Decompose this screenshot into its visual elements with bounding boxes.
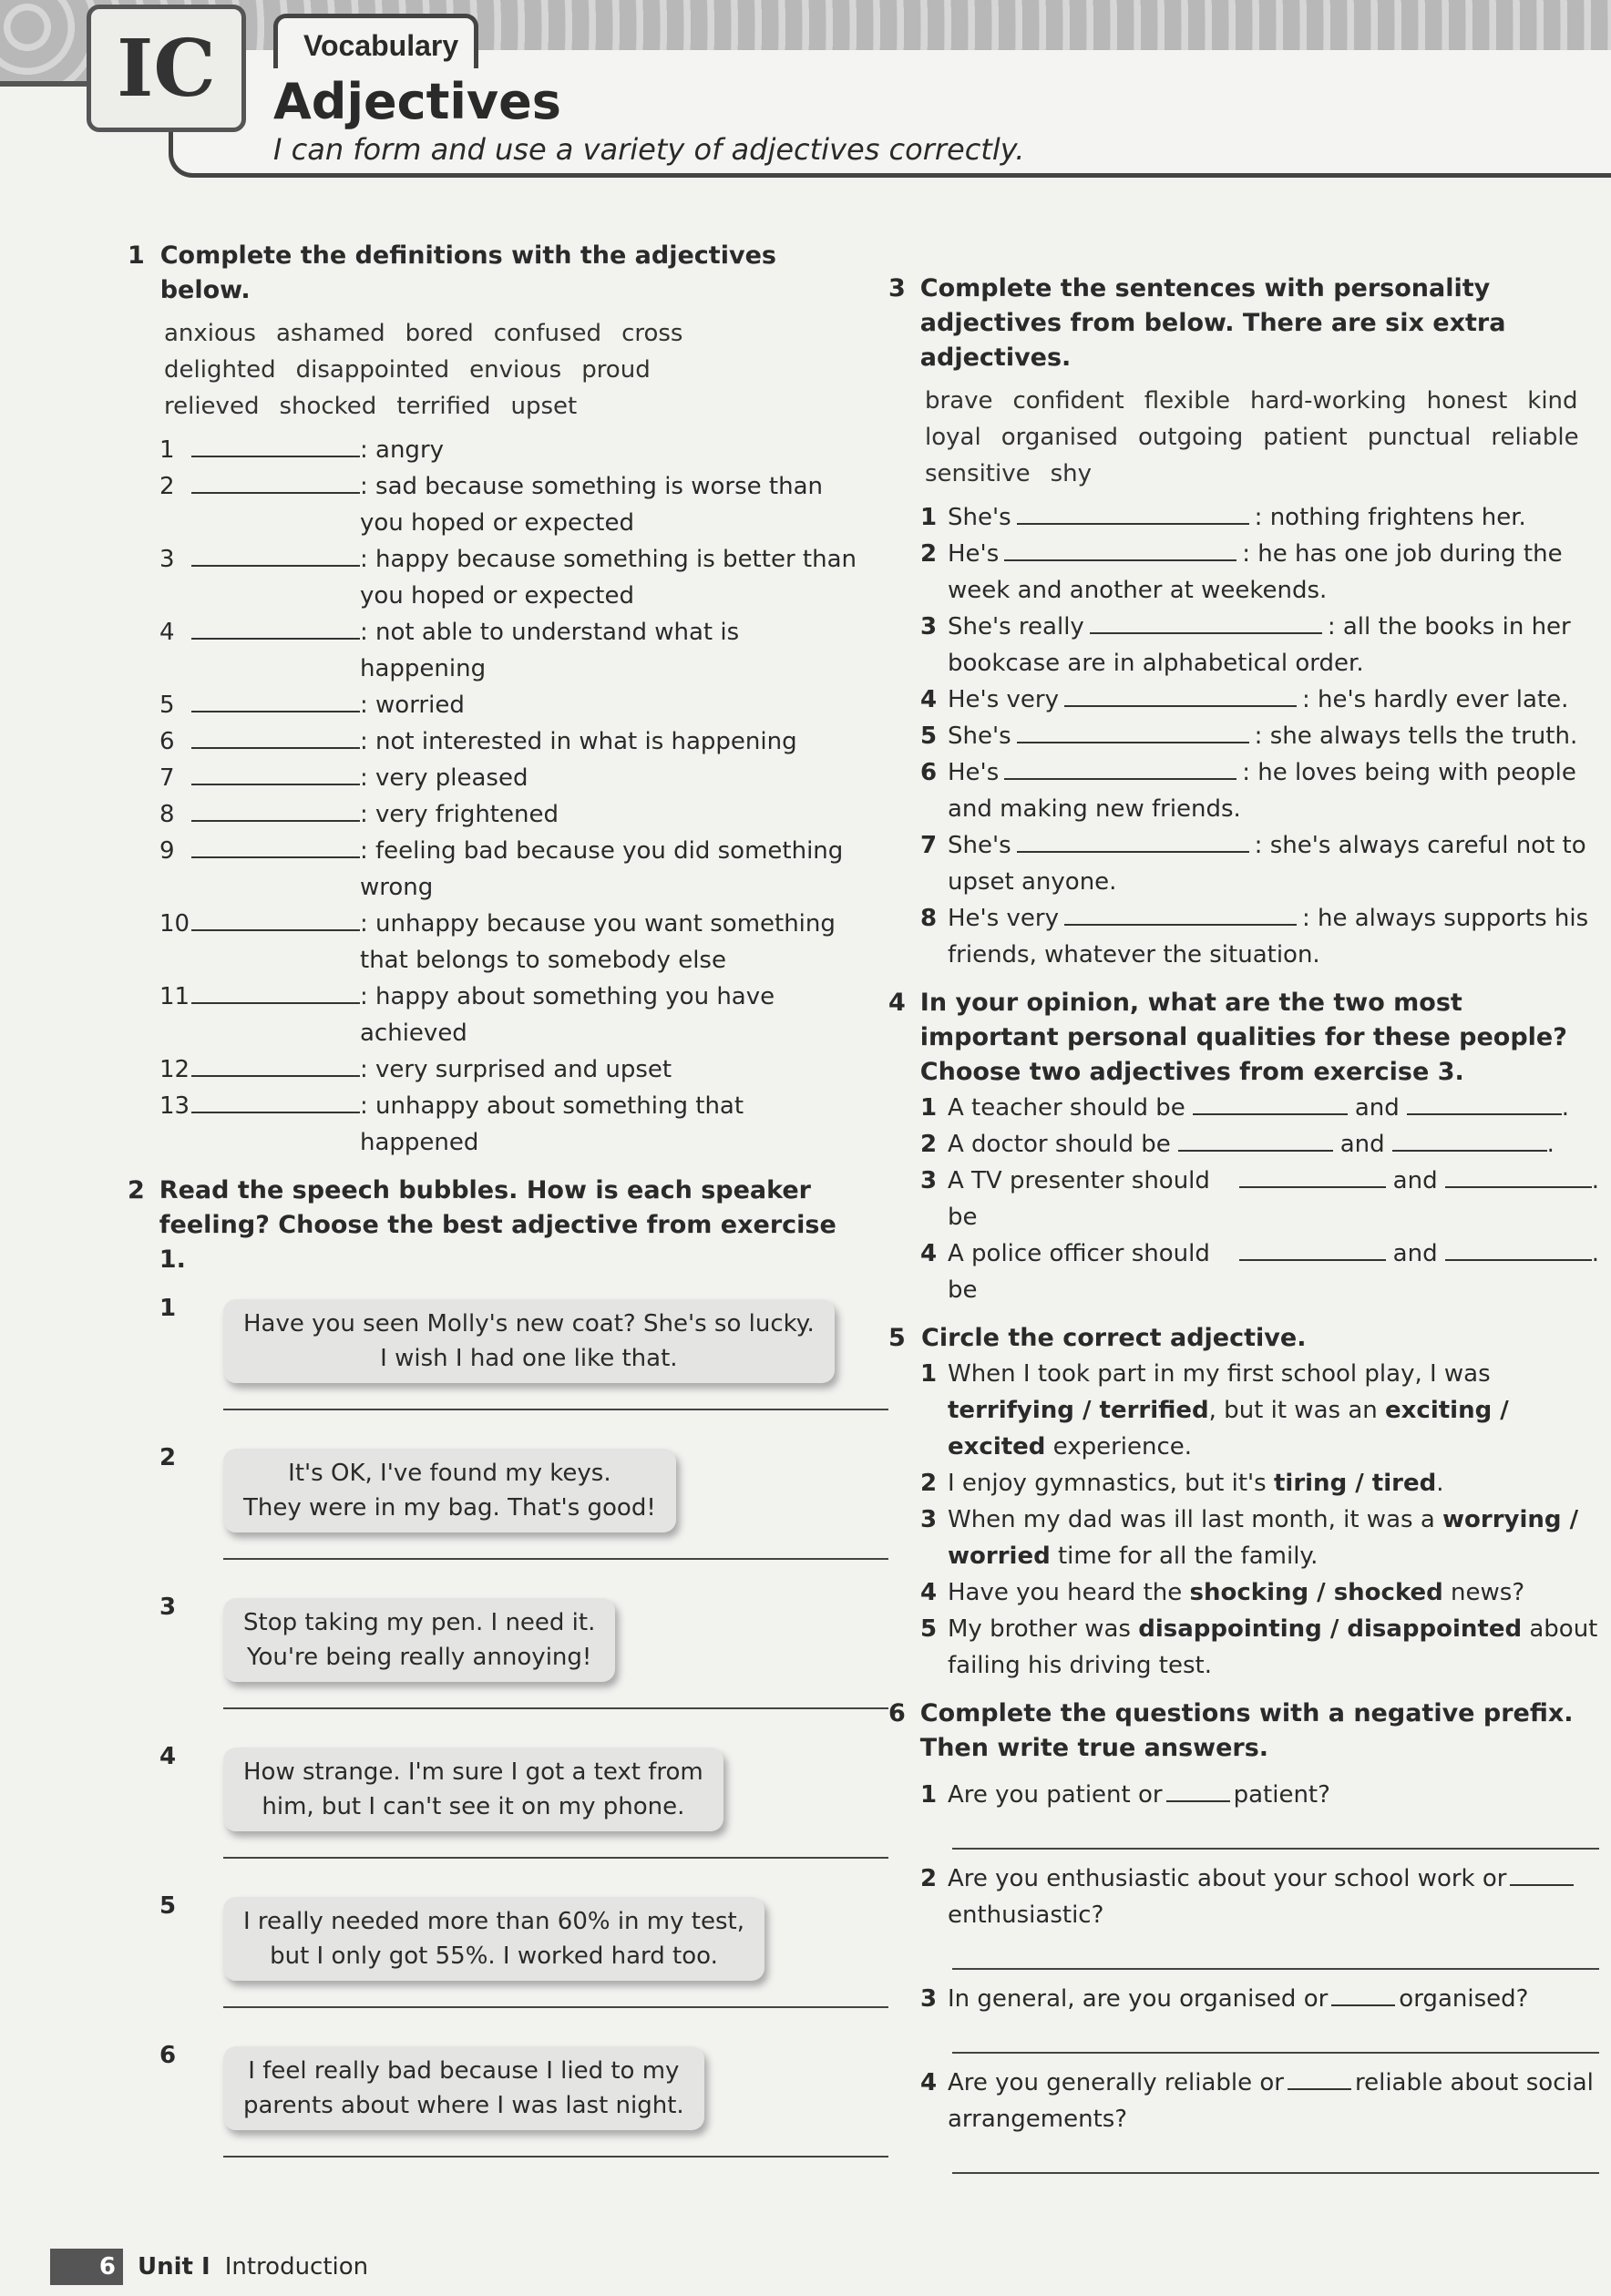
sentence-end: : she always tells the truth. xyxy=(1254,723,1578,750)
definition-row xyxy=(128,723,866,760)
sentence-start: He's very xyxy=(948,686,1059,713)
item-number: 7 xyxy=(920,832,938,859)
exercise-4-heading xyxy=(888,986,1599,1090)
question-start: Are you generally reliable or xyxy=(948,2069,1284,2096)
qualities-row: 2 A doctor should be and . xyxy=(920,1126,1599,1163)
sentence-text: experience. xyxy=(1045,1433,1193,1461)
item-number: 12 xyxy=(159,1056,190,1083)
prefix-blank[interactable] xyxy=(1166,1777,1230,1802)
answer-blank[interactable] xyxy=(191,432,360,457)
sentence xyxy=(948,609,1599,682)
circle-list xyxy=(888,1356,1599,1684)
item-number: 1 xyxy=(159,1295,177,1322)
sentence-row xyxy=(920,718,1599,754)
item-number: 2 xyxy=(920,1131,938,1158)
sentence-start: She's xyxy=(948,832,1011,859)
item-number: 4 xyxy=(920,686,938,713)
sentence-text: . xyxy=(1436,1470,1444,1497)
definition-text: : very pleased xyxy=(360,764,528,792)
sentence-start: He's xyxy=(948,540,1000,568)
definition-row xyxy=(128,979,866,1051)
answer-blank[interactable] xyxy=(1064,900,1297,926)
word-box-item: bored xyxy=(405,320,474,347)
answer-line[interactable] xyxy=(952,2017,1599,2054)
instruction: Complete the questions with a negative prefix. Then write true answers. xyxy=(919,1699,1574,1762)
exercise-2-heading xyxy=(128,1174,866,1277)
definition-text: : unhappy because you want something that belongs to somebody else xyxy=(360,910,836,974)
sentence-row xyxy=(920,900,1599,973)
definition-text: : sad because something is worse than you hoped or expected xyxy=(360,473,823,537)
word-box-item: honest xyxy=(1426,387,1508,415)
adjective-choice[interactable]: shocking / shocked xyxy=(1189,1579,1443,1606)
question-end: reliable about social arrangements? xyxy=(948,2069,1594,2133)
circle-row xyxy=(920,1611,1599,1684)
sentence-row xyxy=(920,827,1599,900)
sentence-list xyxy=(888,499,1599,973)
definition-text: : not able to understand what is happening xyxy=(360,619,740,682)
answer-blank[interactable] xyxy=(1004,754,1236,780)
sentence-text: I enjoy gymnastics, but it's xyxy=(948,1470,1274,1497)
circle-row xyxy=(920,1465,1599,1502)
word-box-item: anxious xyxy=(164,320,256,347)
item-number: 4 xyxy=(920,1579,938,1606)
word-box-item: punctual xyxy=(1367,424,1472,451)
bubble-line: but I only got 55%. I worked hard too. xyxy=(270,1942,718,1970)
answer-blank[interactable] xyxy=(191,723,360,749)
question-end: organised? xyxy=(1399,1985,1529,2013)
answer-blank[interactable] xyxy=(191,979,360,1004)
qualities-row: 1 A teacher should be and . xyxy=(920,1090,1599,1126)
answer-blank[interactable] xyxy=(1017,827,1249,853)
bubble-line: Have you seen Molly's new coat? She's so lucky. xyxy=(243,1310,815,1338)
answer-blank[interactable] xyxy=(1004,536,1236,561)
adjective-choice[interactable]: tiring / tired xyxy=(1273,1470,1437,1497)
sentence-end: : she's always careful not to upset anyone. xyxy=(948,832,1586,896)
sentence-start: He's very xyxy=(948,905,1059,932)
definition-row xyxy=(128,1088,866,1161)
item-number: 8 xyxy=(920,905,938,932)
answer-blank[interactable] xyxy=(1239,1235,1386,1261)
footer-unit: Unit I xyxy=(138,2253,210,2281)
word-box xyxy=(925,383,1599,492)
item-number: 9 xyxy=(159,837,175,865)
item-number: 4 xyxy=(159,1743,177,1770)
item-number: 8 xyxy=(159,801,175,828)
definition-row xyxy=(128,687,866,723)
answer-line[interactable] xyxy=(952,1813,1599,1850)
sentence xyxy=(948,900,1599,973)
qualities-list xyxy=(888,1090,1599,1308)
word-box-item: brave xyxy=(925,387,993,415)
bubble-line: him, but I can't see it on my phone. xyxy=(262,1793,685,1820)
sentence-end: : he always supports his friends, whatever the situation. xyxy=(948,905,1589,969)
answer-blank[interactable] xyxy=(1017,718,1249,743)
item-number: 6 xyxy=(159,728,175,755)
answer-blank[interactable] xyxy=(1445,1235,1592,1261)
definition-text: : worried xyxy=(360,692,465,719)
answer-line[interactable] xyxy=(223,2156,888,2158)
bubble-line: You're being really annoying! xyxy=(247,1644,592,1671)
speech-bubble xyxy=(223,1449,676,1532)
item-number: 1 xyxy=(159,436,175,464)
item-number: 3 xyxy=(920,1985,938,2013)
prefix-row xyxy=(920,1860,1599,1933)
item-number: 6 xyxy=(920,759,938,786)
item-number: 6 xyxy=(159,2042,177,2069)
answer-blank[interactable] xyxy=(191,687,360,712)
word-box-item: confident xyxy=(1012,387,1124,415)
sentence-end: : nothing frightens her. xyxy=(1254,504,1526,531)
left-column xyxy=(128,239,866,2174)
item-number: 1 xyxy=(920,504,938,531)
speech-bubble-item xyxy=(159,1440,866,1576)
definition-row xyxy=(128,541,866,614)
sentence-row xyxy=(920,536,1599,609)
item-number: 1 xyxy=(920,1360,938,1388)
sentence-text: When my dad was ill last month, it was a xyxy=(948,1506,1443,1533)
adjective-choice[interactable]: worrying / worried xyxy=(948,1506,1579,1570)
exercise-number: 4 xyxy=(888,989,906,1017)
item-number: 2 xyxy=(159,473,175,500)
answer-blank[interactable] xyxy=(1193,1090,1348,1115)
speech-bubble xyxy=(223,1598,615,1682)
answer-blank[interactable] xyxy=(1064,682,1297,707)
definition-text: : happy because something is better than you hoped or expected xyxy=(360,546,857,610)
circle-row xyxy=(920,1356,1599,1465)
speech-bubble xyxy=(223,1299,835,1383)
word-box-item: confused xyxy=(493,320,602,347)
answer-blank[interactable] xyxy=(1090,609,1322,634)
definition-row xyxy=(128,760,866,796)
speech-bubble-item xyxy=(159,1738,866,1875)
item-number: 1 xyxy=(920,1094,938,1122)
word-box-item: proud xyxy=(581,356,651,384)
sentence-text: , but it was an xyxy=(1208,1397,1385,1424)
question-start: Are you enthusiastic about your school work or xyxy=(948,1865,1507,1892)
item-number: 5 xyxy=(159,1892,177,1920)
question-start: Are you patient or xyxy=(948,1781,1163,1809)
prefix-blank[interactable] xyxy=(1510,1860,1574,1886)
page-title: Adjectives xyxy=(273,73,561,130)
speech-bubble xyxy=(223,2046,704,2130)
exercise-6-heading xyxy=(888,1696,1599,1766)
question xyxy=(948,1981,1528,2017)
item-number: 4 xyxy=(920,1240,938,1267)
sentence xyxy=(948,754,1599,827)
sentence-text: When I took part in my first school play, I was xyxy=(948,1360,1491,1388)
word-box-item: delighted xyxy=(164,356,276,384)
answer-blank[interactable] xyxy=(191,468,360,494)
answer-blank[interactable] xyxy=(191,906,360,931)
sentence-end: : he loves being with people and making new friends. xyxy=(948,759,1576,823)
sentence-row xyxy=(920,609,1599,682)
speech-bubble-item xyxy=(159,2037,866,2174)
sentence-row xyxy=(920,754,1599,827)
speech-bubble-list xyxy=(128,1290,866,2174)
question-end: patient? xyxy=(1233,1781,1330,1809)
item-number: 13 xyxy=(159,1092,190,1120)
sentence xyxy=(948,1502,1599,1574)
exercise-5-heading xyxy=(888,1321,1599,1356)
item-number: 3 xyxy=(920,1167,938,1194)
speech-bubble-item xyxy=(159,1589,866,1726)
instruction: Complete the definitions with the adjectives below. xyxy=(159,241,776,304)
answer-blank[interactable] xyxy=(191,833,360,858)
sentence-end: : he's hardly ever late. xyxy=(1301,686,1569,713)
sentence: A TV presenter should be xyxy=(948,1167,1210,1231)
answer-blank[interactable] xyxy=(191,541,360,567)
sentence-start: She's really xyxy=(948,613,1084,641)
word-box-item: hard-working xyxy=(1250,387,1407,415)
item-number: 2 xyxy=(920,540,938,568)
speech-bubble-item xyxy=(159,1290,866,1427)
sentence-row xyxy=(920,682,1599,718)
sentence-text: about failing his driving test. xyxy=(948,1615,1598,1679)
definition-row xyxy=(128,432,866,468)
word-box-item: shy xyxy=(1050,460,1093,487)
sentence: A teacher should be xyxy=(948,1094,1185,1122)
page-footer xyxy=(50,2249,368,2285)
item-number: 5 xyxy=(920,723,938,750)
word-box-item: shocked xyxy=(279,393,377,420)
sentence-end: : all the books in her bookcase are in alphabetical order. xyxy=(948,613,1571,677)
instruction: Complete the sentences with personality adjectives from below. There are six extra adjectives. xyxy=(919,274,1506,372)
exercise-number: 1 xyxy=(128,241,145,270)
definition-row xyxy=(128,468,866,541)
word-box-item: cross xyxy=(621,320,683,347)
definition-row xyxy=(128,614,866,687)
item-number: 3 xyxy=(920,613,938,641)
item-number: 7 xyxy=(159,764,175,792)
item-number: 5 xyxy=(159,692,175,719)
definition-text: : not interested in what is happening xyxy=(360,728,797,755)
answer-line[interactable] xyxy=(223,1409,888,1410)
definition-row xyxy=(128,796,866,833)
sentence-start: She's xyxy=(948,504,1011,531)
definition-row xyxy=(128,1051,866,1088)
word-box-item: upset xyxy=(510,393,578,420)
and-label: and xyxy=(1392,1240,1438,1267)
item-number: 11 xyxy=(159,983,190,1010)
answer-line[interactable] xyxy=(223,1707,888,1709)
word-box xyxy=(164,315,729,425)
sentence xyxy=(948,499,1526,536)
answer-blank[interactable] xyxy=(1392,1126,1547,1152)
footer-title: Introduction xyxy=(224,2253,369,2281)
prefix-row xyxy=(920,1777,1599,1813)
sentence-row xyxy=(920,499,1599,536)
sentence xyxy=(948,536,1599,609)
adjective-choice[interactable]: disappointing / disappointed xyxy=(1138,1615,1523,1643)
sentence-text: news? xyxy=(1442,1579,1525,1606)
exercise-number: 5 xyxy=(888,1324,906,1352)
prefix-row xyxy=(920,1981,1599,2017)
circle-row xyxy=(920,1502,1599,1574)
exercise-number: 2 xyxy=(128,1176,145,1204)
definition-text: : happy about something you have achieved xyxy=(360,983,775,1047)
item-number: 1 xyxy=(920,1781,938,1809)
answer-line[interactable] xyxy=(223,2006,888,2008)
sentence-text: Have you heard the xyxy=(948,1579,1190,1606)
qualities-row: 3 A TV presenter should be and . xyxy=(920,1163,1599,1235)
word-box-item: flexible xyxy=(1144,387,1230,415)
answer-blank[interactable] xyxy=(1239,1163,1386,1188)
definition-text: : feeling bad because you did something wrong xyxy=(360,837,844,901)
instruction: Circle the correct adjective. xyxy=(921,1324,1307,1352)
prefix-question-list xyxy=(888,1777,1599,2174)
sentence xyxy=(948,1356,1599,1465)
speech-bubble xyxy=(223,1897,764,1981)
sentence: A police officer should be xyxy=(948,1240,1210,1304)
answer-blank[interactable] xyxy=(1178,1126,1333,1152)
prefix-blank[interactable] xyxy=(1331,1981,1395,2006)
sentence-start: He's xyxy=(948,759,1000,786)
answer-blank[interactable] xyxy=(191,1051,360,1077)
word-box-item: kind xyxy=(1527,387,1578,415)
word-box-item: ashamed xyxy=(275,320,385,347)
bubble-line: I wish I had one like that. xyxy=(380,1345,678,1372)
item-number: 3 xyxy=(159,1594,177,1621)
question xyxy=(948,1777,1330,1813)
word-box-item: patient xyxy=(1263,424,1348,451)
item-number: 10 xyxy=(159,910,190,938)
answer-blank[interactable] xyxy=(191,760,360,785)
section-tab: Vocabulary xyxy=(273,14,478,68)
bubble-line: parents about where I was last night. xyxy=(243,2092,684,2119)
and-label: and xyxy=(1354,1094,1400,1122)
adjective-choice[interactable]: terrifying / terrified xyxy=(948,1397,1209,1424)
exercise-1-heading xyxy=(128,239,866,308)
objective: I can form and use a variety of adjectives correctly. xyxy=(273,132,1025,167)
answer-blank[interactable] xyxy=(191,614,360,640)
exercise-number: 6 xyxy=(888,1699,906,1727)
prefix-row xyxy=(920,2065,1599,2137)
bubble-line: How strange. I'm sure I got a text from xyxy=(243,1758,703,1786)
sentence-text: My brother was xyxy=(948,1615,1139,1643)
speech-bubble xyxy=(223,1748,723,1831)
word-box-item: terrified xyxy=(396,393,491,420)
item-number: 2 xyxy=(159,1444,177,1471)
sentence: A doctor should be xyxy=(948,1131,1171,1158)
circle-row xyxy=(920,1574,1599,1611)
qualities-row: 4 A police officer should be and . xyxy=(920,1235,1599,1308)
bubble-line: Stop taking my pen. I need it. xyxy=(243,1609,596,1636)
answer-blank[interactable] xyxy=(1407,1090,1562,1115)
exercise-number: 3 xyxy=(888,274,906,302)
item-number: 4 xyxy=(159,619,175,646)
question-end: enthusiastic? xyxy=(948,1901,1104,1929)
definition-row xyxy=(128,833,866,906)
question xyxy=(948,2065,1599,2137)
instruction: Read the speech bubbles. How is each speaker feeling? Choose the best adjective from exercise 1. xyxy=(159,1176,836,1274)
sentence xyxy=(948,827,1599,900)
sentence xyxy=(948,1574,1524,1611)
answer-line[interactable] xyxy=(952,2137,1599,2174)
item-number: 2 xyxy=(920,1865,938,1892)
sentence-text: time for all the family. xyxy=(1050,1543,1319,1570)
instruction: In your opinion, what are the two most important personal qualities for these people? Choose two adjectives from exercise 3. xyxy=(919,989,1567,1086)
answer-line[interactable] xyxy=(952,1933,1599,1970)
bubble-line: I feel really bad because I lied to my xyxy=(248,2057,680,2085)
question xyxy=(948,1860,1599,1933)
sentence xyxy=(948,682,1568,718)
definition-text: : very surprised and upset xyxy=(360,1056,672,1083)
and-label: and xyxy=(1339,1131,1385,1158)
word-box-item: envious xyxy=(469,356,562,384)
definition-text: : very frightened xyxy=(360,801,559,828)
word-box-item: outgoing xyxy=(1138,424,1244,451)
sentence-start: She's xyxy=(948,723,1011,750)
answer-line[interactable] xyxy=(223,1558,888,1560)
word-box-item: reliable xyxy=(1491,424,1579,451)
unit-code: IC xyxy=(87,5,246,132)
answer-blank[interactable] xyxy=(191,796,360,822)
definition-list xyxy=(128,432,866,1161)
answer-blank[interactable] xyxy=(1445,1163,1592,1188)
word-box-item: organised xyxy=(1000,424,1119,451)
page-number: 6 xyxy=(50,2249,123,2285)
sentence xyxy=(948,1465,1443,1502)
exercise-3-heading xyxy=(888,272,1599,375)
definition-row xyxy=(128,906,866,979)
bubble-line: They were in my bag. That's good! xyxy=(243,1494,656,1522)
word-box-item: loyal xyxy=(925,424,981,451)
speech-bubble-item xyxy=(159,1888,866,2024)
bubble-line: I really needed more than 60% in my test, xyxy=(243,1908,744,1935)
item-number: 2 xyxy=(920,1470,938,1497)
bubble-line: It's OK, I've found my keys. xyxy=(288,1460,611,1487)
item-number: 3 xyxy=(920,1506,938,1533)
definition-text: : angry xyxy=(360,436,445,464)
word-box-item: relieved xyxy=(164,393,260,420)
answer-line[interactable] xyxy=(223,1857,888,1859)
answer-blank[interactable] xyxy=(191,1088,360,1113)
item-number: 3 xyxy=(159,546,175,573)
definition-text: : unhappy about something that happened xyxy=(360,1092,744,1156)
word-box-item: disappointed xyxy=(295,356,450,384)
answer-blank[interactable] xyxy=(1017,499,1249,525)
question-start: In general, are you organised or xyxy=(948,1985,1329,2013)
item-number: 4 xyxy=(920,2069,938,2096)
adjective-choice[interactable]: exciting / excited xyxy=(948,1397,1509,1461)
sentence xyxy=(948,718,1577,754)
item-number: 5 xyxy=(920,1615,938,1643)
right-column xyxy=(888,272,1599,2174)
word-box-item: sensitive xyxy=(925,460,1031,487)
sentence xyxy=(948,1611,1599,1684)
prefix-blank[interactable] xyxy=(1288,2065,1351,2090)
sentence-end: : he has one job during the week and another at weekends. xyxy=(948,540,1563,604)
and-label: and xyxy=(1392,1167,1438,1194)
